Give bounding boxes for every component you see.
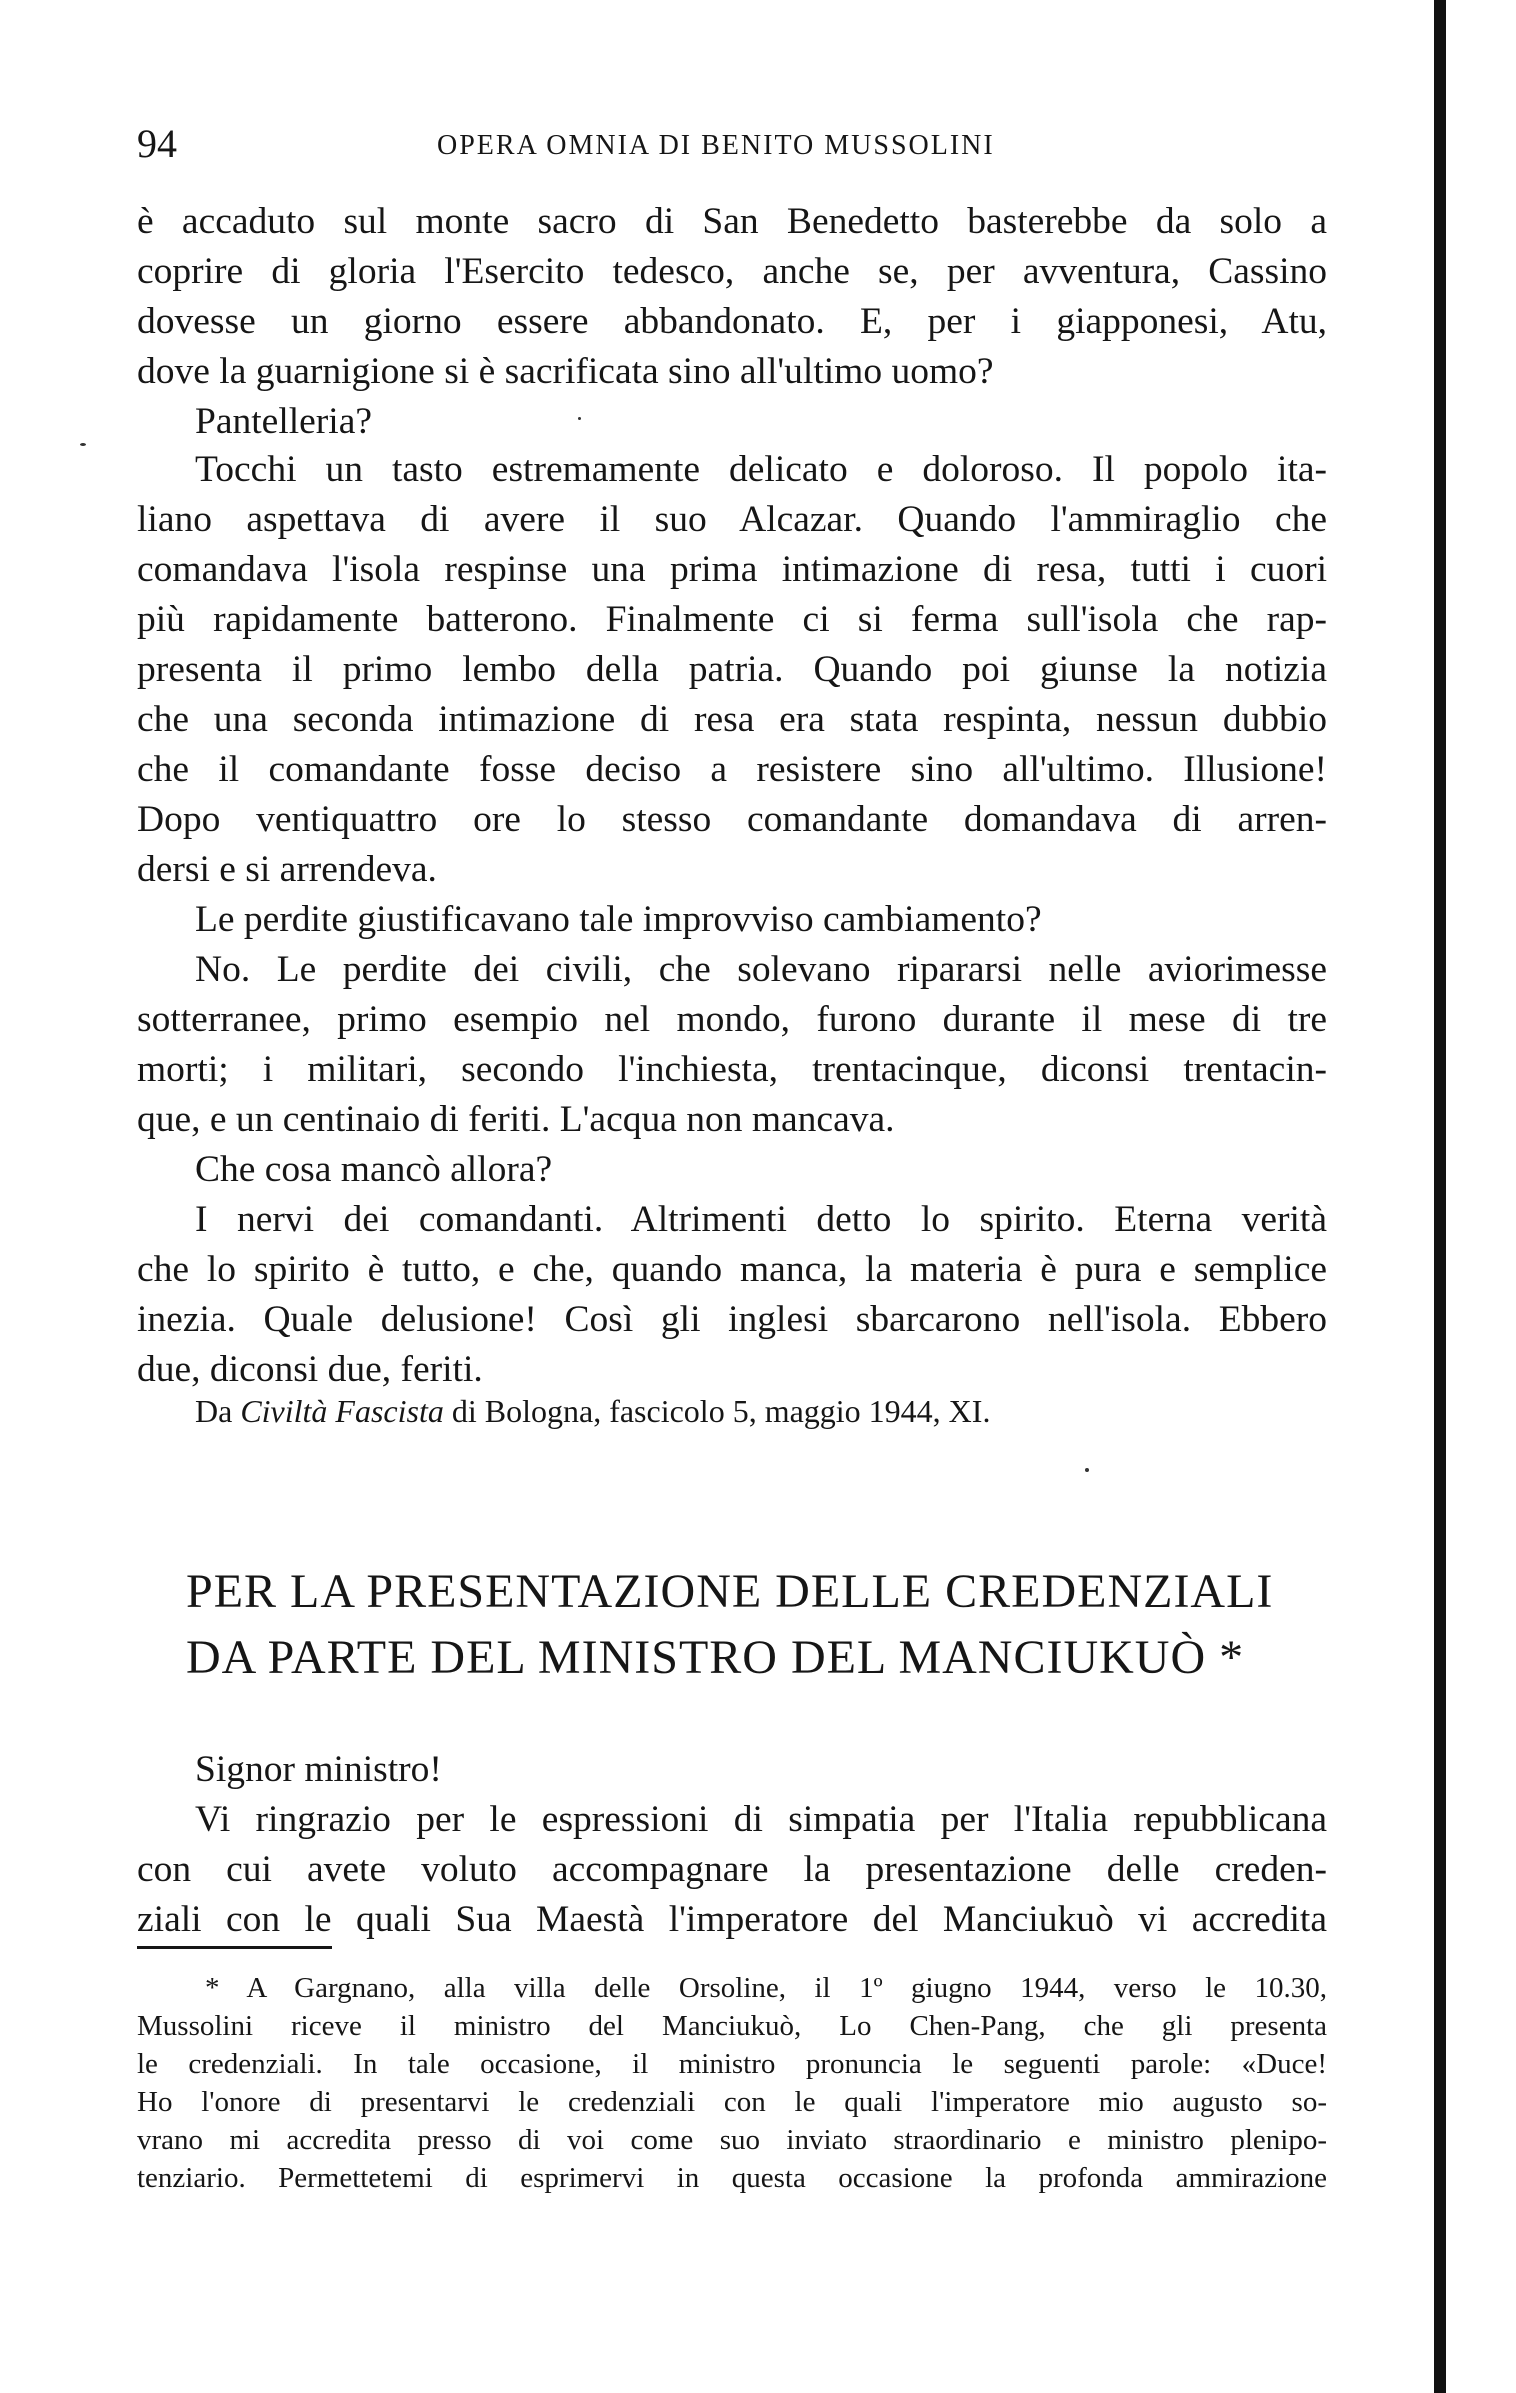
body-line: comandava l'isola respinse una prima intimazione di resa, tutti i cuori	[137, 549, 1327, 590]
footnote-line: tenziario. Permettetemi di esprimervi in questa occasione la profonda ammirazione	[137, 2162, 1327, 2194]
section-heading-line-1: PER LA PRESENTAZIONE DELLE CREDENZIALI	[186, 1565, 1274, 1618]
speech-line: Signor ministro!	[195, 1749, 442, 1790]
body-line: Tocchi un tasto estremamente delicato e doloroso. Il popolo ita-	[195, 449, 1327, 490]
speech-line: Vi ringrazio per le espressioni di simpatia per l'Italia repubblicana	[195, 1799, 1327, 1840]
source-prefix: Da	[195, 1393, 241, 1429]
body-line: che lo spirito è tutto, e che, quando manca, la materia è pura e semplice	[137, 1249, 1327, 1290]
body-line: No. Le perdite dei civili, che solevano ripararsi nelle aviorimesse	[195, 949, 1327, 990]
footnote-line: Ho l'onore di presentarvi le credenziali con le quali l'imperatore mio augusto so-	[137, 2086, 1327, 2118]
body-line: inezia. Quale delusione! Così gli inglesi sbarcarono nell'isola. Ebbero	[137, 1299, 1327, 1340]
body-line: Le perdite giustificavano tale improvviso cambiamento?	[195, 899, 1042, 940]
body-line: coprire di gloria l'Esercito tedesco, anche se, per avventura, Cassino	[137, 251, 1327, 292]
body-line: presenta il primo lembo della patria. Quando poi giunse la notizia	[137, 649, 1327, 690]
footnote-line: * A Gargnano, alla villa delle Orsoline, il 1º giugno 1944, verso le 10.30,	[205, 1972, 1327, 2004]
body-line: che il comandante fosse deciso a resistere sino all'ultimo. Illusione!	[137, 749, 1327, 790]
body-line: due, diconsi due, feriti.	[137, 1349, 483, 1390]
body-line: Dopo ventiquattro ore lo stesso comandante domandava di arren-	[137, 799, 1327, 840]
footnote-line: vrano mi accredita presso di voi come suo inviato straordinario e ministro plenipo-	[137, 2124, 1327, 2156]
speech-line: con cui avete voluto accompagnare la presentazione delle creden-	[137, 1849, 1327, 1890]
body-line: I nervi dei comandanti. Altrimenti detto lo spirito. Eterna verità	[195, 1199, 1327, 1240]
source-citation	[195, 1389, 1295, 1433]
page-number: 94	[137, 121, 177, 166]
body-line: liano aspettava di avere il suo Alcazar. Quando l'ammiraglio che	[137, 499, 1327, 540]
footnote-line: le credenziali. In tale occasione, il ministro pronuncia le seguenti parole: «Duce!	[137, 2048, 1327, 2080]
body-line: Che cosa mancò allora?	[195, 1149, 553, 1190]
body-line: dersi e si arrendeva.	[137, 849, 437, 890]
body-line: morti; i militari, secondo l'inchiesta, trentacinque, diconsi trentacin-	[137, 1049, 1327, 1090]
section-heading-line-2: DA PARTE DEL MINISTRO DEL MANCIUKUÒ *	[186, 1631, 1245, 1684]
body-line: que, e un centinaio di feriti. L'acqua non mancava.	[137, 1099, 895, 1140]
footnote-line: Mussolini riceve il ministro del Manciukuò, Lo Chen-Pang, che gli presenta	[137, 2010, 1327, 2042]
body-line: che una seconda intimazione di resa era stata respinta, nessun dubbio	[137, 699, 1327, 740]
source-suffix: di Bologna, fascicolo 5, maggio 1944, XI.	[443, 1393, 991, 1429]
body-line: dovesse un giorno essere abbandonato. E, per i giapponesi, Atu,	[137, 301, 1327, 342]
print-speck	[1085, 1468, 1089, 1472]
body-line: sotterranee, primo esempio nel mondo, furono durante il mese di tre	[137, 999, 1327, 1040]
body-line: più rapidamente batterono. Finalmente ci si ferma sull'isola che rap-	[137, 599, 1327, 640]
speech-line: ziali con le quali Sua Maestà l'imperatore del Manciukuò vi accredita	[137, 1899, 1327, 1940]
body-line: Pantelleria?	[195, 401, 372, 442]
footnote-rule	[137, 1946, 332, 1949]
page-edge-shadow	[1434, 0, 1446, 2393]
body-line: è accaduto sul monte sacro di San Benedetto basterebbe da solo a	[137, 201, 1327, 242]
running-title: OPERA OMNIA DI BENITO MUSSOLINI	[437, 130, 995, 161]
print-speck	[80, 443, 86, 446]
body-line: dove la guarnigione si è sacrificata sino all'ultimo uomo?	[137, 351, 994, 392]
running-header	[137, 118, 1327, 178]
source-journal: Civiltà Fascista	[240, 1393, 444, 1429]
